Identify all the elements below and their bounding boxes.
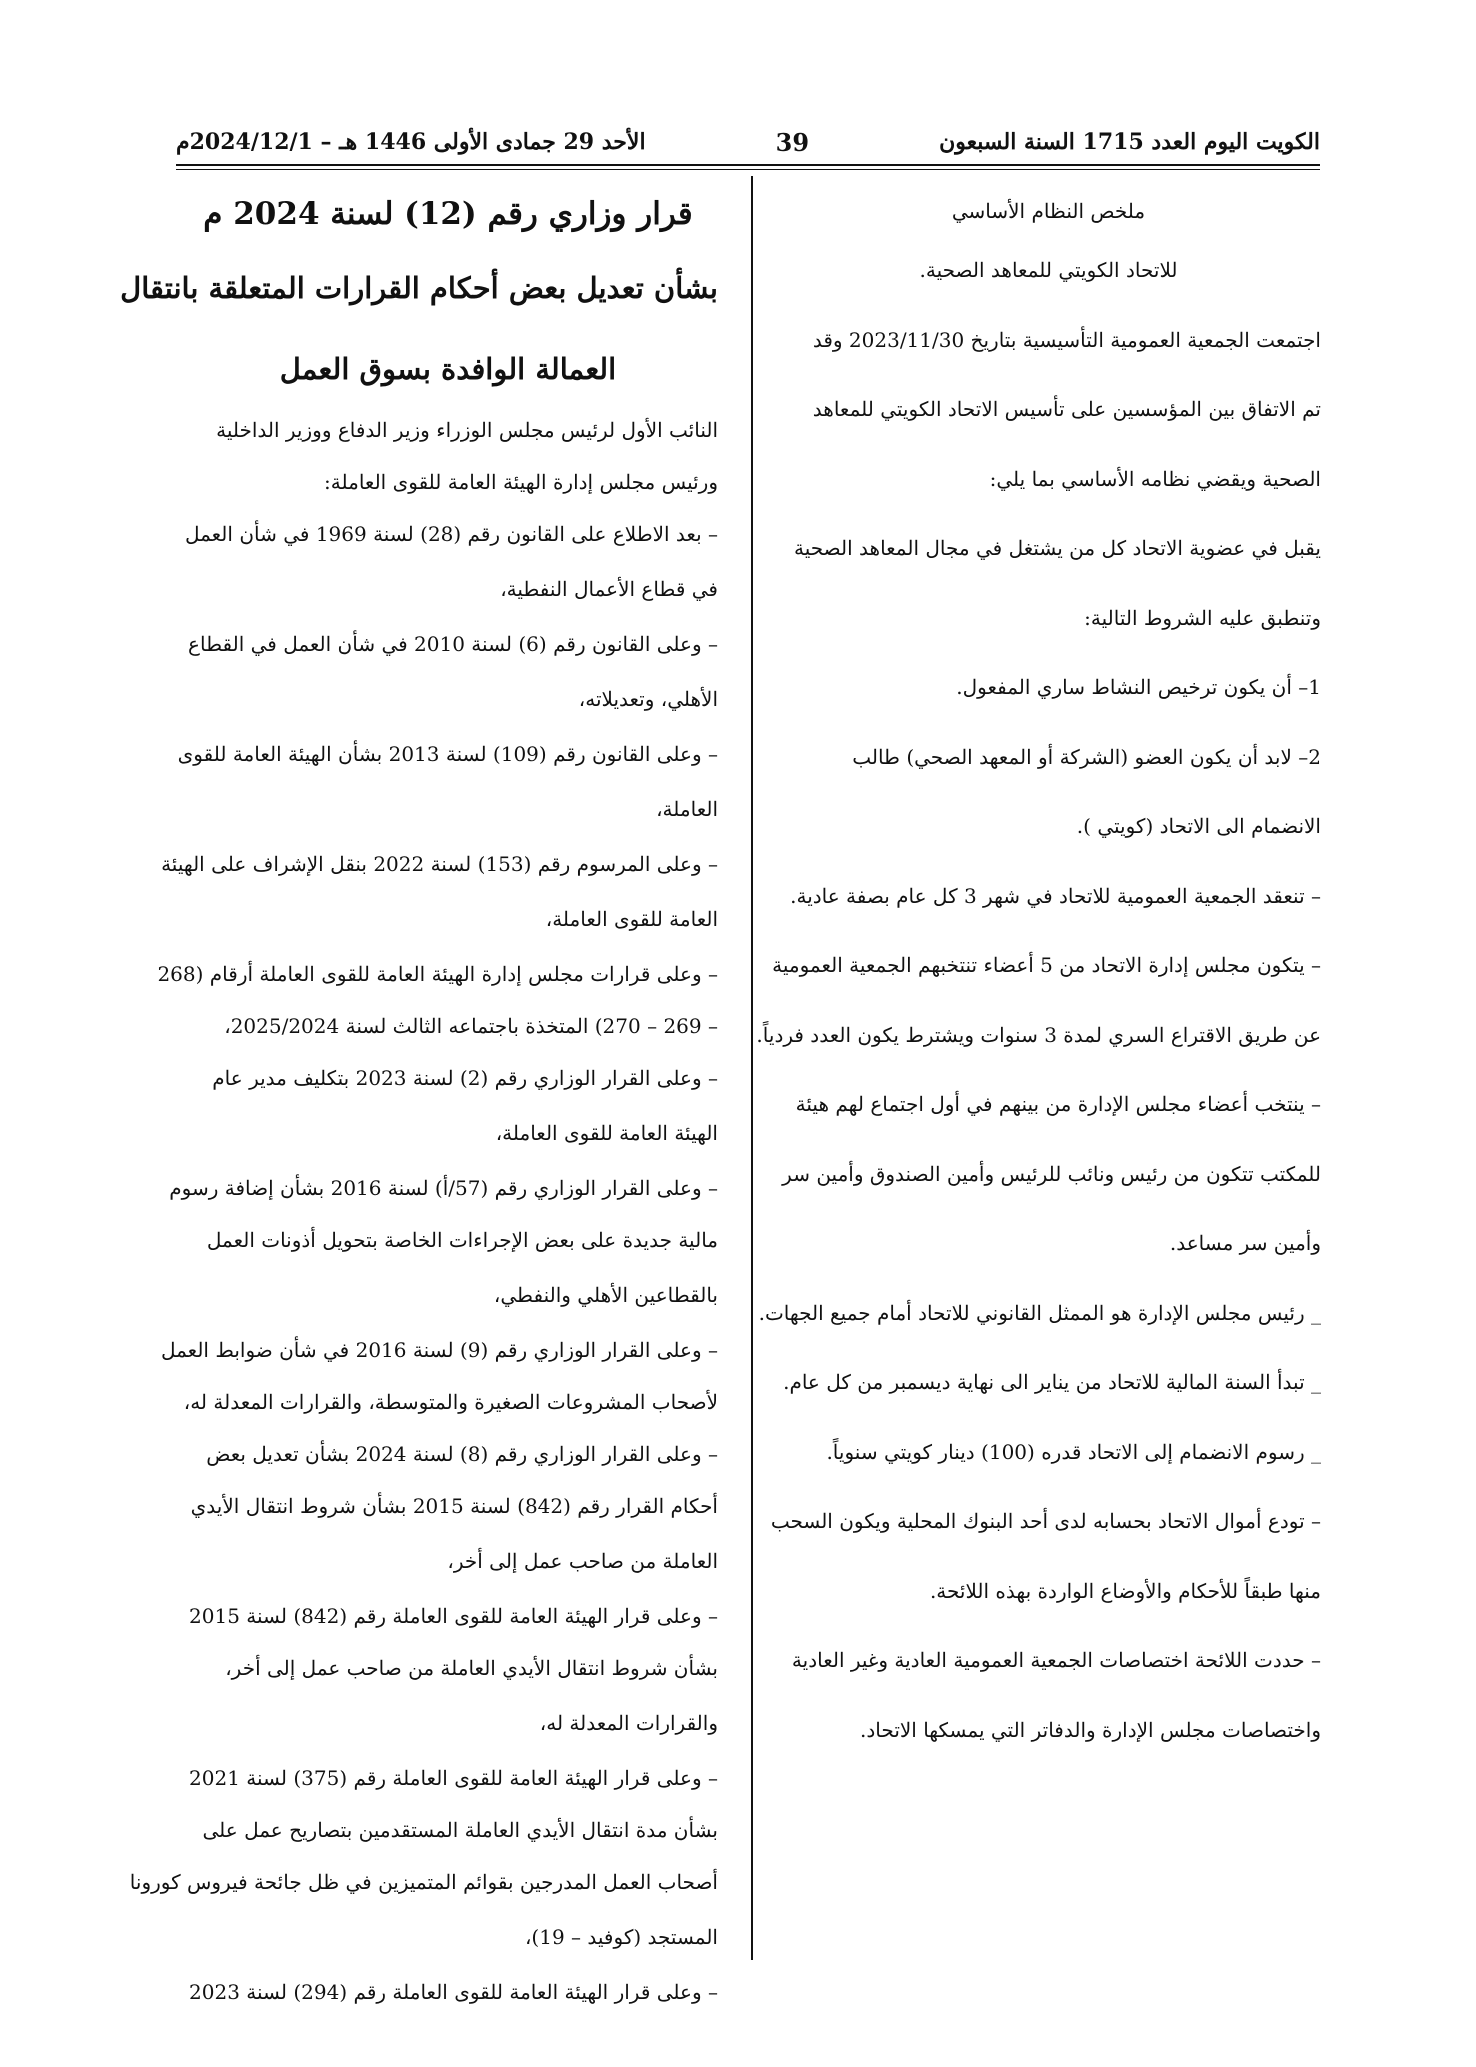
paragraph-line: أصحاب العمل المدرجين بقوائم المتميزين في ظل جائحة فيروس كورونا xyxy=(129,1870,718,1894)
list-item: – وعلى قرار الهيئة العامة للقوى العاملة رقم (375) لسنة 2021 xyxy=(189,1766,718,1790)
list-item: – يتكون مجلس إدارة الاتحاد من 5 أعضاء تنتخبهم الجمعية العمومية xyxy=(772,953,1321,977)
paragraph-line: منها طبقاً للأحكام والأوضاع الواردة بهذه اللائحة. xyxy=(929,1578,1321,1603)
paragraph-line: بشأن شروط انتقال الأيدي العاملة من صاحب عمل إلى أخر، xyxy=(225,1656,718,1680)
paragraph-line: أحكام القرار رقم (842) لسنة 2015 بشأن شروط انتقال الأيدي xyxy=(190,1494,718,1518)
decree-subject: بشأن تعديل بعض أحكام القرارات المتعلقة بانتقال xyxy=(120,271,718,305)
paragraph-line: اجتمعت الجمعية العمومية التأسيسية بتاريخ 2023/11/30 وقد xyxy=(812,327,1321,352)
header-date: الأحد 29 جمادى الأولى 1446 هـ – 2024/12/1م xyxy=(176,129,646,155)
paragraph-line: العاملة من صاحب عمل إلى أخر، xyxy=(447,1549,718,1573)
list-item: 1– أن يكون ترخيص النشاط ساري المفعول. xyxy=(956,675,1321,699)
header-rule-thin xyxy=(176,169,1320,170)
list-item: – وعلى قرار الهيئة العامة للقوى العاملة رقم (294) لسنة 2023 xyxy=(189,1980,718,2004)
paragraph-line: الأهلي، وتعديلاته، xyxy=(578,687,718,711)
paragraph-line: الانضمام الى الاتحاد (كويتي ). xyxy=(1076,814,1321,838)
right-column xyxy=(756,186,1321,1765)
list-item: – وعلى قرارات مجلس إدارة الهيئة العامة للقوى العاملة أرقام (268 xyxy=(157,962,718,986)
paragraph-line: واختصاصات مجلس الإدارة والدفاتر التي يمسكها الاتحاد. xyxy=(860,1717,1321,1742)
paragraph-line: بشأن مدة انتقال الأيدي العاملة المستقدمين بتصاريح عمل على xyxy=(202,1818,718,1842)
paragraph-line: لأصحاب المشروعات الصغيرة والمتوسطة، والقرارات المعدلة له، xyxy=(183,1390,718,1414)
left-column xyxy=(120,186,718,2018)
section-subheading: للاتحاد الكويتي للمعاهد الصحية. xyxy=(919,258,1178,282)
list-item: – تودع أموال الاتحاد بحسابه لدى أحد البنوك المحلية ويكون السحب xyxy=(770,1509,1321,1533)
page-number: 39 xyxy=(775,127,810,157)
decree-subject-continued: العمالة الوافدة بسوق العمل xyxy=(279,352,617,386)
list-item: – وعلى القرار الوزاري رقم (2) لسنة 2023 بتكليف مدير عام xyxy=(212,1066,718,1090)
paragraph-line: الهيئة العامة للقوى العاملة، xyxy=(495,1121,718,1145)
list-item: – بعد الاطلاع على القانون رقم (28) لسنة 1969 في شأن العمل xyxy=(184,522,718,546)
paragraph-line: وتنطبق عليه الشروط التالية: xyxy=(1084,605,1321,630)
list-item: _ تبدأ السنة المالية للاتحاد من يناير الى نهاية ديسمبر من كل عام. xyxy=(783,1370,1321,1394)
column-divider xyxy=(751,176,753,1960)
header-rule-thick xyxy=(176,164,1320,166)
paragraph-line: مالية جديدة على بعض الإجراءات الخاصة بتحويل أذونات العمل xyxy=(206,1228,718,1252)
paragraph-line: ورئيس مجلس إدارة الهيئة العامة للقوى العاملة: xyxy=(324,470,718,494)
paragraph-line: – 269 – 270) المتخذة باجتماعه الثالث لسنة 2025/2024، xyxy=(224,1014,718,1038)
list-item: – وعلى القرار الوزاري رقم (9) لسنة 2016 في شأن ضوابط العمل xyxy=(160,1338,718,1362)
paragraph-line: والقرارات المعدلة له، xyxy=(539,1711,718,1735)
paragraph-line: النائب الأول لرئيس مجلس الوزراء وزير الدفاع ووزير الداخلية xyxy=(216,418,718,442)
list-item: – وعلى القانون رقم (109) لسنة 2013 بشأن الهيئة العامة للقوى xyxy=(177,742,718,766)
paragraph-line: العاملة، xyxy=(656,797,718,821)
list-item: – وعلى القانون رقم (6) لسنة 2010 في شأن العمل في القطاع xyxy=(188,632,718,656)
list-item: – حددت اللائحة اختصاصات الجمعية العمومية العادية وغير العادية xyxy=(791,1648,1321,1672)
paragraph-line: يقبل في عضوية الاتحاد كل من يشتغل في مجال المعاهد الصحية xyxy=(794,536,1321,560)
decree-title: قرار وزاري رقم (12) لسنة 2024 م xyxy=(203,196,693,232)
paragraph-line: بالقطاعين الأهلي والنفطي، xyxy=(493,1283,718,1307)
list-item: 2– لابد أن يكون العضو (الشركة أو المعهد الصحي) طالب xyxy=(852,744,1321,769)
paragraph-line: العامة للقوى العاملة، xyxy=(545,907,718,931)
paragraph-line: في قطاع الأعمال النفطية، xyxy=(500,577,718,601)
list-item: – ينتخب أعضاء مجلس الإدارة من بينهم في أول اجتماع لهم هيئة xyxy=(795,1092,1321,1116)
paragraph-line: تم الاتفاق بين المؤسسين على تأسيس الاتحاد الكويتي للمعاهد xyxy=(812,397,1321,421)
list-item: – وعلى القرار الوزاري رقم (8) لسنة 2024 بشأن تعديل بعض xyxy=(206,1442,718,1466)
section-heading: ملخص النظام الأساسي xyxy=(951,199,1146,223)
list-item: _ رئيس مجلس الإدارة هو الممثل القانوني للاتحاد أمام جميع الجهات. xyxy=(758,1300,1321,1325)
paragraph-line: الصحية ويقضي نظامه الأساسي بما يلي: xyxy=(989,466,1321,491)
paragraph-line: وأمين سر مساعد. xyxy=(1169,1231,1321,1255)
page-header xyxy=(176,120,1320,164)
paragraph-line: عن طريق الاقتراع السري لمدة 3 سنوات ويشترط يكون العدد فردياً. xyxy=(756,1022,1321,1047)
paragraph-line: المستجد (كوفيد – 19)، xyxy=(524,1925,718,1949)
list-item: – تنعقد الجمعية العمومية للاتحاد في شهر 3 كل عام بصفة عادية. xyxy=(790,883,1321,908)
header-issue-info: الكويت اليوم العدد 1715 السنة السبعون xyxy=(939,129,1320,155)
list-item: – وعلى قرار الهيئة العامة للقوى العاملة رقم (842) لسنة 2015 xyxy=(189,1604,718,1628)
list-item: _ رسوم الانضمام إلى الاتحاد قدره (100) دينار كويتي سنوياً. xyxy=(826,1439,1321,1464)
list-item: – وعلى القرار الوزاري رقم (57/أ) لسنة 2016 بشأن إضافة رسوم xyxy=(169,1176,718,1200)
list-item: – وعلى المرسوم رقم (153) لسنة 2022 بنقل الإشراف على الهيئة xyxy=(161,852,718,876)
paragraph-line: للمكتب تتكون من رئيس ونائب للرئيس وأمين الصندوق وأمين سر xyxy=(782,1161,1321,1186)
